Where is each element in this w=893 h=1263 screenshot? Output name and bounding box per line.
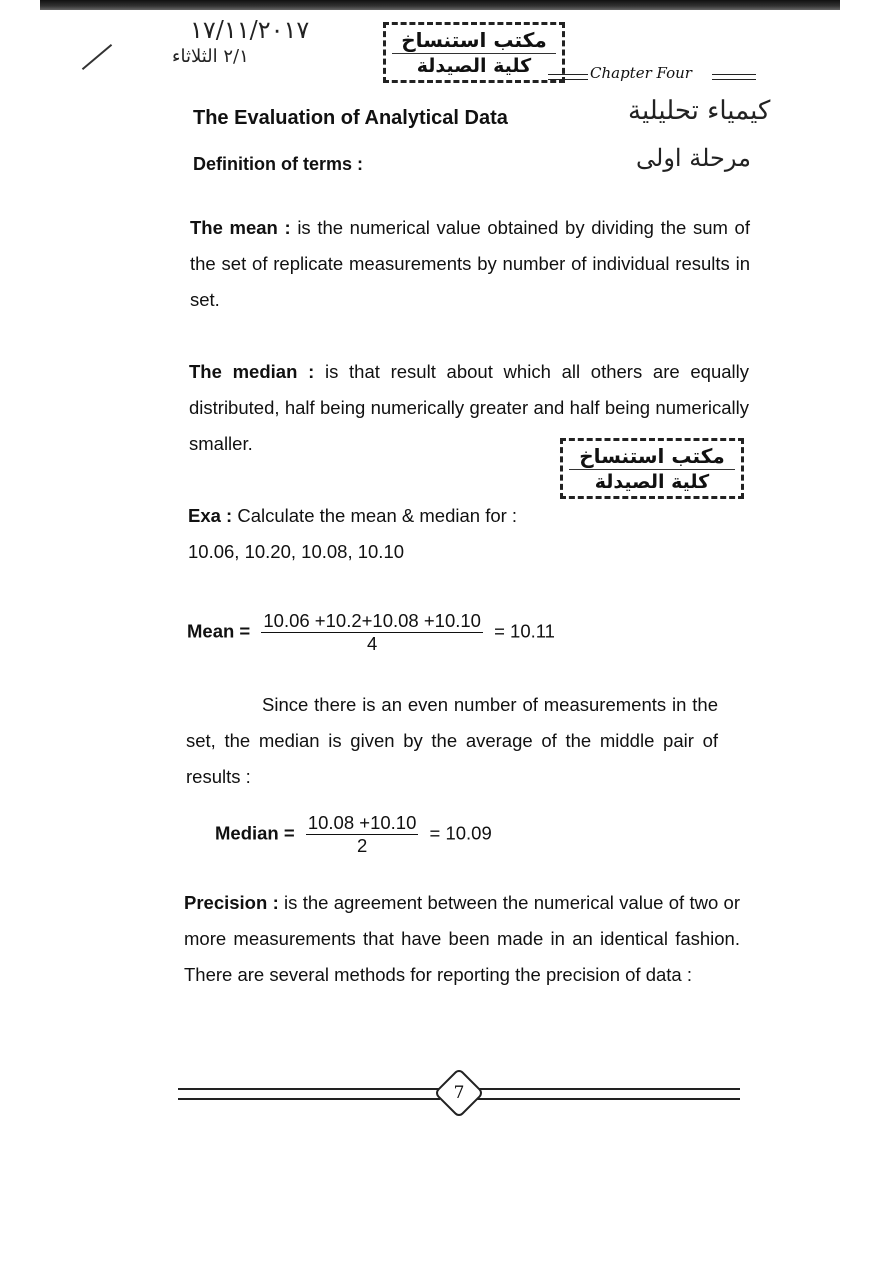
footer-rule-right — [476, 1088, 740, 1100]
median-fraction — [306, 812, 419, 857]
mean-text: is the numerical value obtained by dividing the sum of the set of replicate measurements by number of individual results in set. — [190, 217, 750, 310]
page-title: The Evaluation of Analytical Data — [193, 107, 508, 129]
handwritten-left-note: ٢/١ الثلاثاء — [172, 46, 249, 67]
margin-pen-mark — [82, 44, 112, 70]
stamp-line-1: مكتب استنساخ — [401, 28, 547, 52]
handwritten-date: ١٧/١١/٢٠١٧ — [190, 16, 310, 44]
median-denominator: 2 — [356, 835, 368, 856]
chapter-rule-right — [712, 74, 756, 80]
stamp-line-1: مكتب استنساخ — [579, 444, 725, 468]
stamp-line-2: كلية الصيدلة — [392, 53, 556, 78]
mean-equation — [187, 610, 555, 655]
stamp-line-2: كلية الصيدلة — [569, 469, 735, 494]
section-subtitle: Definition of terms : — [193, 154, 363, 174]
mean-term: The mean : — [190, 217, 291, 238]
median-explanation: Since there is an even number of measurements in the set, the median is given by the average of the middle pair of results : — [186, 694, 718, 787]
mean-numerator: 10.06 +10.2+10.08 +10.10 — [263, 610, 481, 631]
page-number: 7 — [453, 1083, 465, 1103]
footer-rule-left — [178, 1088, 440, 1100]
copy-office-stamp-middle — [560, 438, 744, 499]
precision-text: is the agreement between the numerical value of two or more measurements that have been made in an identical fashion. There are several methods for reporting the precision of data : — [184, 892, 740, 985]
median-equation — [215, 812, 492, 857]
handwritten-course-name: كيمياء تحليلية — [628, 96, 771, 126]
handwritten-stage: مرحلة اولى — [636, 144, 751, 172]
chapter-rule-left — [548, 74, 588, 80]
example-prompt — [188, 505, 517, 527]
page-number-badge — [434, 1068, 485, 1119]
median-result: = 10.09 — [429, 822, 492, 844]
example-text: Calculate the mean & median for : — [232, 505, 518, 526]
precision-definition — [184, 885, 740, 993]
mean-fraction — [261, 610, 483, 655]
mean-label: Mean = — [187, 620, 251, 642]
example-values: 10.06, 10.20, 10.08, 10.10 — [188, 541, 405, 562]
mean-denominator: 4 — [367, 633, 378, 654]
mean-result: = 10.11 — [494, 620, 555, 642]
mean-definition — [190, 210, 750, 318]
median-term: The median : — [189, 361, 315, 382]
median-text: is that result about which all others are equally distributed, half being numerically greater and half being numerically smaller. — [189, 361, 749, 454]
example-label: Exa : — [188, 505, 233, 526]
precision-term: Precision : — [184, 892, 279, 913]
copy-office-stamp-top — [383, 22, 565, 83]
scan-edge-bar — [40, 0, 840, 10]
chapter-label: Chapter Four — [590, 64, 692, 82]
median-numerator: 10.08 +10.10 — [307, 812, 417, 833]
median-label: Median = — [215, 822, 295, 844]
